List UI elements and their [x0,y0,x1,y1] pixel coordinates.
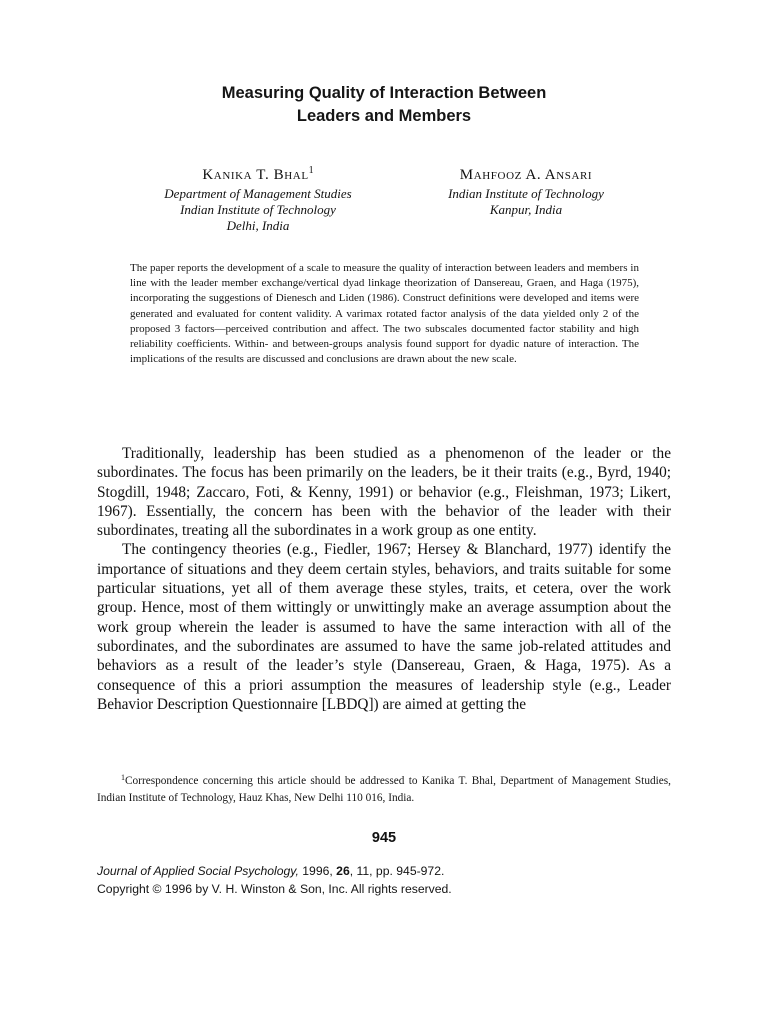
footnote [97,773,671,806]
abstract: The paper reports the development of a scale to measure the quality of interaction between leaders and members in line with the leader member exchange/vertical dyad linkage theorization of Dansereau, Graen, and Haga (1975), incorporating the suggestions of Dienesch and Liden (1986). Construct definitions were developed and items were generated and evaluated for content validity. A varimax rotated factor analysis of the data yielded only 2 of the proposed 3 factors—perceived contribution and affect. The two subscales documented factor stability and high reliability coefficients. Within- and between-groups analysis found support for dyadic nature of interaction. The implications of the results are discussed and conclusions are drawn about the new scale. [130,262,639,366]
journal-citation [97,862,671,898]
journal-year: 1996, [302,864,333,878]
title-line-2: Leaders and Members [296,107,472,125]
author-affiliation-line: Indian Institute of Technology [180,202,336,217]
journal-name: Journal of Applied Social Psychology, [97,864,299,878]
title-line-1: Measuring Quality of Interaction Between [221,84,547,102]
journal-issue-pages: , 11, pp. 945-972. [349,864,445,878]
footnote-mark: 1 [121,773,125,782]
author-name: Mahfooz A. Ansari [459,167,593,183]
author-affiliation-line: Kanpur, India [489,202,563,217]
author-affiliation-line: Department of Management Studies [164,186,352,201]
footnote-text: Correspondence concerning this article should be addressed to Kanika T. Bhal, Department of Management Studies, Indian Institute of Technology, Hauz Khas, New Delhi 110 016, India. [97,775,671,804]
copyright-line: Copyright © 1996 by V. H. Winston & Son, Inc. All rights reserved. [97,882,452,896]
page-number: 945 [371,830,397,846]
author-affiliation-line: Delhi, India [226,218,290,233]
author-block-1 [115,164,401,234]
body-paragraph: The contingency theories (e.g., Fiedler, 1967; Hersey & Blanchard, 1977) identify the importance of situations and they deem certain styles, behaviors, and traits suitable for some particular situations, yet all of them average these styles, traits, et cetera, over the work group. Hence, most of them wittingly or unwittingly make an average assumption about the work group wherein the leader is assumed to have the same interaction with all of the subordinates, and the subordinates are assumed to have the same job-related attitudes and behaviors as a result of the leader’s style (Dansereau, Graen, & Haga, 1975). As a consequence of this a priori assumption the measures of leadership style (e.g., Leader Behavior Description Questionnaire [LBDQ]) are aimed at getting the [97,541,671,713]
body-paragraph: Traditionally, leadership has been studied as a phenomenon of the leader or the subordinates. The focus has been primarily on the leaders, be it their traits (e.g., Byrd, 1940; Stogdill, 1948; Zaccaro, Foti, & Kenny, 1991) or behavior (e.g., Fleishman, 1973; Likert, 1967). Essentially, the concern has been with the behavior of the leader with their subordinates, treating all the subordinates in a work group as one entity. [97,445,671,540]
footnote-marker: 1 [308,165,314,176]
author-name: Kanika T. Bhal$^1$ [202,165,314,183]
body-text [97,444,671,714]
author-block-2 [383,164,669,218]
journal-reference [97,862,671,880]
paper-title [0,82,768,128]
journal-volume: 26 [336,864,350,878]
author-affiliation-line: Indian Institute of Technology [448,186,604,201]
